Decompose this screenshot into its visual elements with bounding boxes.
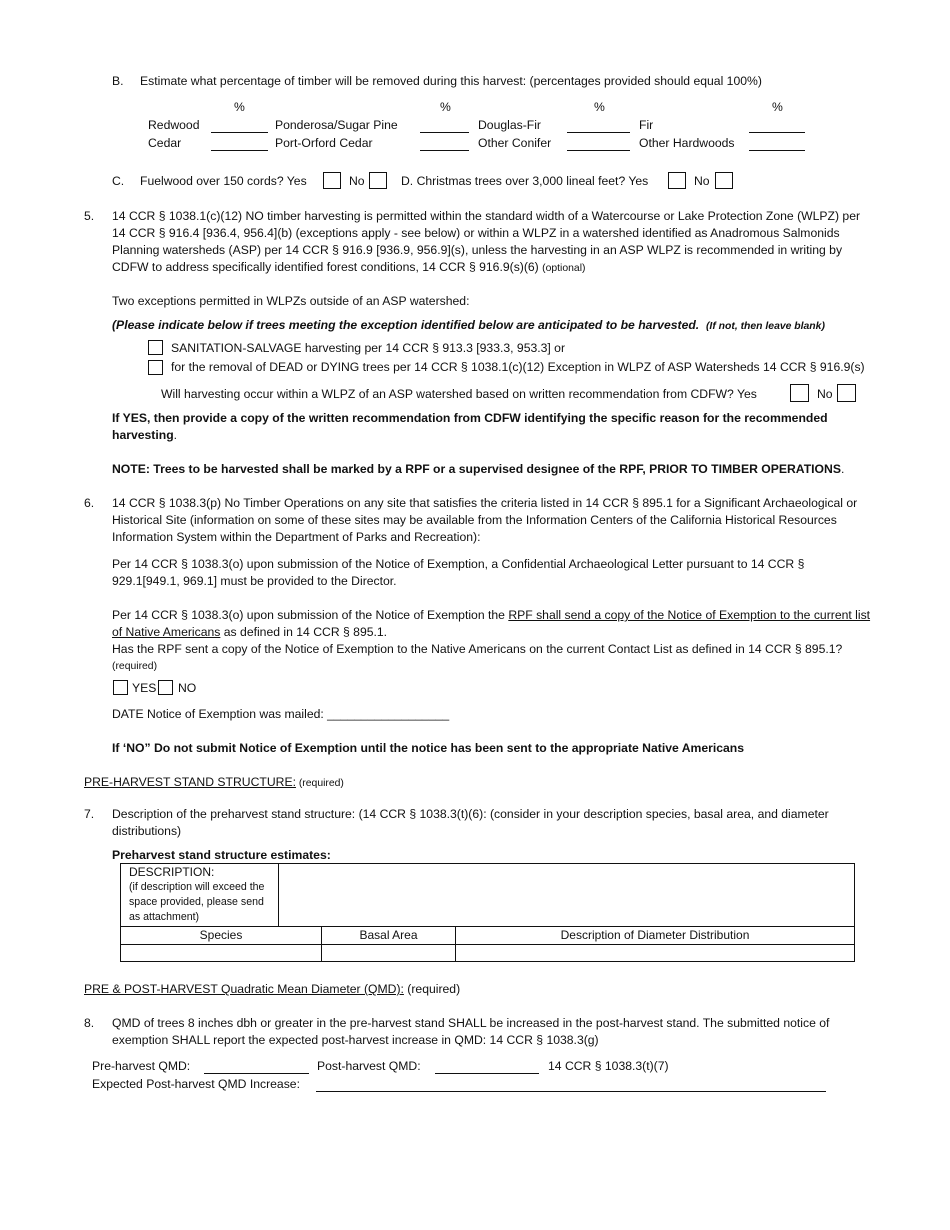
dead-dying-checkbox[interactable] bbox=[148, 360, 163, 375]
archaeological-letter-paragraph: Per 14 CCR § 1038.3(o) upon submission of the Notice of Exemption, a Confidential Archaeological Letter pursuant to 14 CCR § 929.1[949.1, 969.1] must be provided to the Director. bbox=[112, 557, 805, 588]
percent-label: % bbox=[440, 100, 451, 114]
qmd-heading: PRE & POST-HARVEST Quadratic Mean Diameter (QMD): (required) bbox=[84, 982, 461, 996]
estimates-title: Preharvest stand structure estimates: bbox=[112, 848, 331, 862]
other-conifer-percent-field[interactable] bbox=[567, 150, 630, 151]
species-redwood-label: Redwood bbox=[148, 118, 200, 132]
item-6-text: 14 CCR § 1038.3(p) No Timber Operations on any site that satisfies the criteria listed in 14 CCR § 895.1 for a Significant Archaeological or Historical Site (information on some of these sites may be available from the Information Centers of the California Historical Resources Information System within the Department of Parks and Recreation): bbox=[112, 496, 858, 544]
sanitation-salvage-checkbox[interactable] bbox=[148, 340, 163, 355]
percent-label: % bbox=[594, 100, 605, 114]
description-input-cell[interactable] bbox=[279, 864, 855, 927]
diameter-distribution-input-cell[interactable] bbox=[456, 945, 855, 962]
other-hardwoods-percent-field[interactable] bbox=[749, 150, 805, 151]
wlpz-asp-yes-checkbox[interactable] bbox=[790, 384, 809, 402]
stand-structure-table bbox=[120, 863, 855, 962]
christmas-trees-yes-checkbox[interactable] bbox=[668, 172, 686, 189]
marking-note: NOTE: Trees to be harvested shall be marked by a RPF or a supervised designee of the RPF, PRIOR TO TIMBER OPERATIONS. bbox=[112, 462, 845, 476]
yes-label: YES bbox=[132, 681, 157, 695]
item-7-number: 7. bbox=[84, 807, 95, 821]
ponderosa-percent-field[interactable] bbox=[420, 132, 469, 133]
wlpz-asp-no-label: No bbox=[817, 387, 833, 401]
native-americans-no-checkbox[interactable] bbox=[158, 680, 173, 695]
date-mailed-field[interactable]: DATE Notice of Exemption was mailed: __________________ bbox=[112, 707, 450, 721]
item-5-number: 5. bbox=[84, 209, 95, 223]
exceptions-instruction: (Please indicate below if trees meeting the exception identified below are anticipated to be harvested. (If not, then leave blank) bbox=[112, 318, 825, 332]
item-7-text: Description of the preharvest stand structure: (14 CCR § 1038.3(t)(6): (consider in your description species, basal area, and diameter distributions) bbox=[112, 807, 829, 838]
item-8-number: 8. bbox=[84, 1016, 95, 1030]
species-column-header: Species bbox=[121, 927, 322, 945]
expected-qmd-increase-label: Expected Post-harvest QMD Increase: bbox=[92, 1077, 300, 1091]
redwood-percent-field[interactable] bbox=[211, 132, 268, 133]
required-note: (required) bbox=[112, 661, 158, 672]
if-yes-instruction: If YES, then provide a copy of the written recommendation from CDFW identifying the specific reason for the recommended harvesting. bbox=[112, 411, 828, 442]
native-americans-paragraph: Per 14 CCR § 1038.3(o) upon submission of the Notice of Exemption the RPF shall send a copy of the Notice of Exemption to the current list of Native Americans as defined in 14 CCR § 895.1. bbox=[112, 608, 871, 639]
expected-qmd-increase-field[interactable] bbox=[316, 1091, 826, 1092]
wlpz-asp-question: Will harvesting occur within a WLPZ of an ASP watershed based on written recommendation from CDFW? Yes bbox=[161, 387, 757, 401]
section-b-question: Estimate what percentage of timber will be removed during this harvest: (percentages provided should equal 100%) bbox=[140, 74, 762, 88]
optional-note: (optional) bbox=[542, 263, 586, 274]
native-americans-yes-checkbox[interactable] bbox=[113, 680, 128, 695]
douglas-fir-percent-field[interactable] bbox=[567, 132, 630, 133]
fuelwood-question: Fuelwood over 150 cords? Yes bbox=[140, 174, 307, 188]
basal-area-input-cell[interactable] bbox=[322, 945, 456, 962]
species-douglas-fir-label: Douglas-Fir bbox=[478, 118, 541, 132]
christmas-trees-question: D. Christmas trees over 3,000 lineal feet? Yes bbox=[401, 174, 649, 188]
wlpz-asp-no-checkbox[interactable] bbox=[837, 384, 856, 402]
percent-label: % bbox=[772, 100, 783, 114]
post-harvest-qmd-label: Post-harvest QMD: bbox=[317, 1059, 421, 1073]
species-other-hardwoods-label: Other Hardwoods bbox=[639, 136, 735, 150]
fuelwood-yes-checkbox[interactable] bbox=[323, 172, 341, 189]
species-ponderosa-label: Ponderosa/Sugar Pine bbox=[275, 118, 398, 132]
fuelwood-no-label: No bbox=[349, 174, 365, 188]
exceptions-intro: Two exceptions permitted in WLPZs outside of an ASP watershed: bbox=[112, 294, 470, 308]
fir-percent-field[interactable] bbox=[749, 132, 805, 133]
species-port-orford-label: Port-Orford Cedar bbox=[275, 136, 373, 150]
cedar-percent-field[interactable] bbox=[211, 150, 268, 151]
section-c-letter: C. bbox=[112, 174, 125, 188]
pre-harvest-heading: PRE-HARVEST STAND STRUCTURE: (required) bbox=[84, 775, 344, 789]
species-cedar-label: Cedar bbox=[148, 136, 182, 150]
post-harvest-qmd-field[interactable] bbox=[435, 1073, 539, 1074]
species-input-cell[interactable] bbox=[121, 945, 322, 962]
pre-harvest-qmd-field[interactable] bbox=[204, 1073, 309, 1074]
if-no-warning: If ‘NO” Do not submit Notice of Exemption until the notice has been sent to the appropriate Native Americans bbox=[112, 741, 745, 755]
qmd-citation: 14 CCR § 1038.3(t)(7) bbox=[548, 1059, 669, 1073]
percent-label: % bbox=[234, 100, 245, 114]
species-other-conifer-label: Other Conifer bbox=[478, 136, 552, 150]
christmas-trees-no-label: No bbox=[694, 174, 710, 188]
diameter-distribution-column-header: Description of Diameter Distribution bbox=[456, 927, 855, 945]
description-label-cell: DESCRIPTION: (if description will exceed the space provided, please send as attachment) bbox=[121, 864, 279, 927]
species-fir-label: Fir bbox=[639, 118, 654, 132]
item-5-text: 14 CCR § 1038.1(c)(12) NO timber harvesting is permitted within the standard width of a Watercourse or Lake Protection Zone (WLPZ) per 14 CCR § 916.4 [936.4, 956.4](b) (exceptions apply - see below) or within a WLPZ in a watershed identified as Anadromous Salmonids Planning watersheds (ASP) per 14 CCR § 916.9 [936.9, 956.9](s), unless the harvesting in an ASP WLPZ is recommended in writing by CDFW to address specifically identified forest conditions, 14 CCR § 916.9(s)(6) (optional) bbox=[112, 209, 861, 274]
section-b-letter: B. bbox=[112, 74, 124, 88]
dead-dying-label: for the removal of DEAD or DYING trees per 14 CCR § 1038.1(c)(12) Exception in WLPZ of ASP Watersheds 14 CCR § 916.9(s) bbox=[171, 360, 865, 374]
basal-area-column-header: Basal Area bbox=[322, 927, 456, 945]
port-orford-percent-field[interactable] bbox=[420, 150, 469, 151]
fuelwood-no-checkbox[interactable] bbox=[369, 172, 387, 189]
item-6-number: 6. bbox=[84, 496, 95, 510]
sanitation-salvage-label: SANITATION-SALVAGE harvesting per 14 CCR § 913.3 [933.3, 953.3] or bbox=[171, 341, 566, 355]
native-americans-question: Has the RPF sent a copy of the Notice of Exemption to the Native Americans on the current Contact List as defined in 14 CCR § 895.1? bbox=[112, 642, 843, 656]
pre-harvest-qmd-label: Pre-harvest QMD: bbox=[92, 1059, 191, 1073]
item-8-text: QMD of trees 8 inches dbh or greater in the pre-harvest stand SHALL be increased in the post-harvest stand. The submitted notice of exemption SHALL report the expected post-harvest increase in QMD: 14 CCR § 1038.3(g) bbox=[112, 1016, 830, 1047]
no-label: NO bbox=[178, 681, 197, 695]
christmas-trees-no-checkbox[interactable] bbox=[715, 172, 733, 189]
